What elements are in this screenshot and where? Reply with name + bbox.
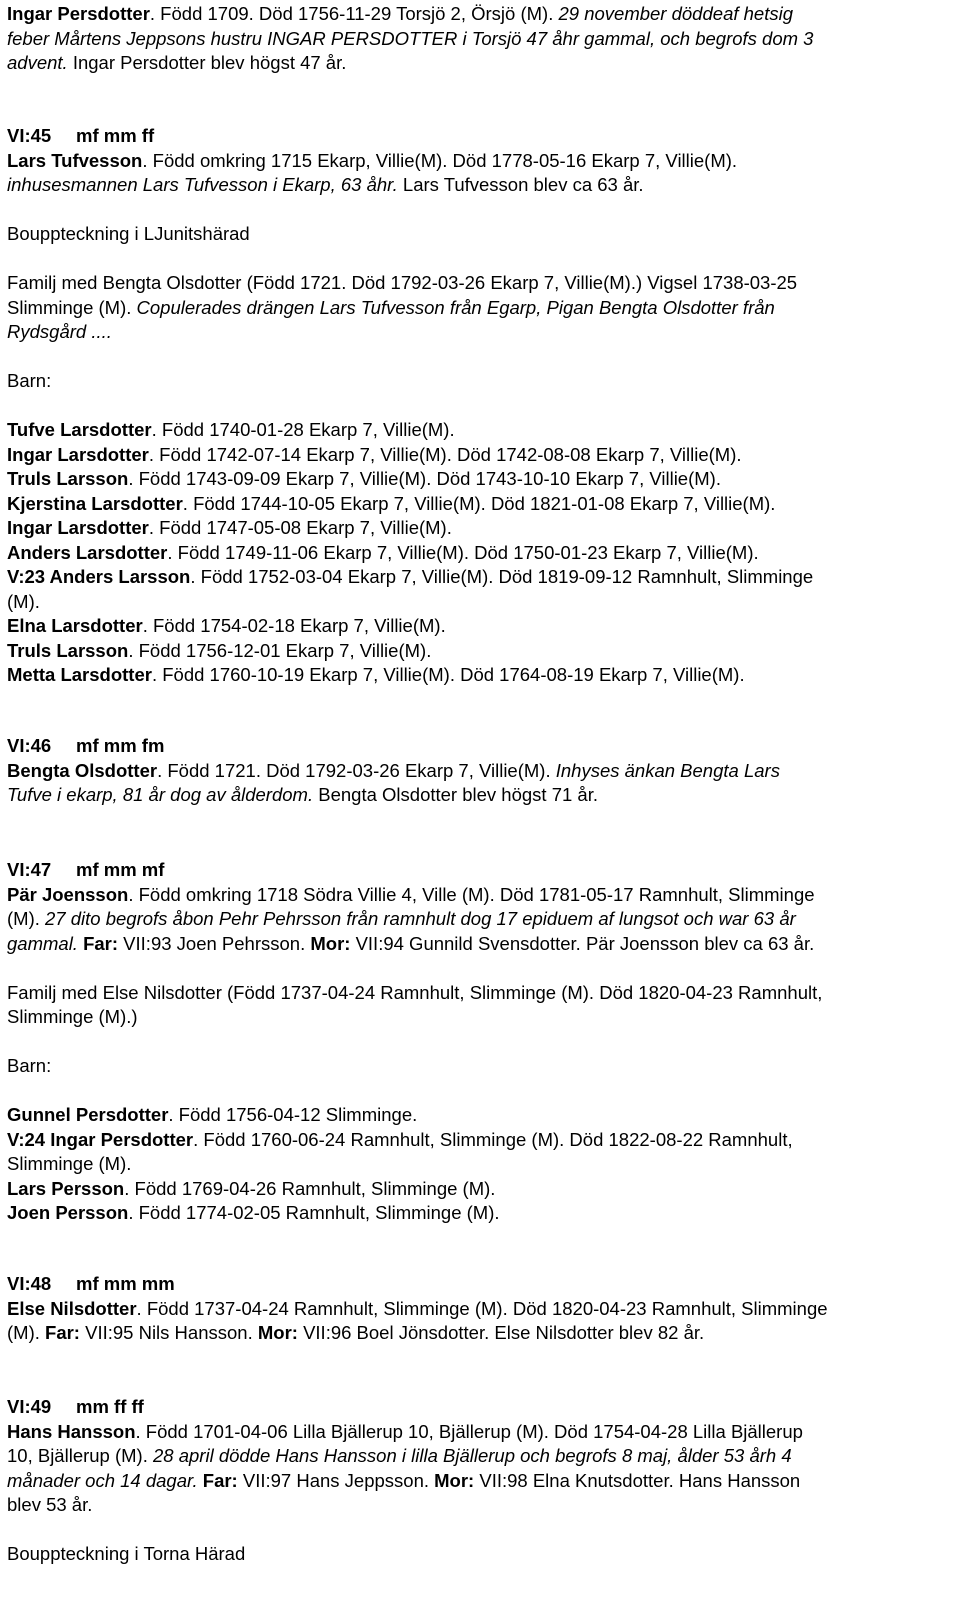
child-entry xyxy=(7,1103,822,1128)
generation-code: VI:45 xyxy=(7,125,52,146)
note-text: Inhyses änkan Bengta Lars xyxy=(555,759,780,781)
mother-label: Mor: xyxy=(310,932,351,954)
note-text: Tufve i ekarp, 81 år dog av ålderdom. xyxy=(7,784,314,805)
family-line: Familj med Bengta Olsdotter (Född 1721. Död 1792-03-26 Ekarp 7, Villie(M).) Vigsel 1738-03-25 xyxy=(7,272,798,293)
entry-vi46 xyxy=(7,734,780,808)
person-name: Ingar Persdotter xyxy=(7,3,150,24)
note-text: 28 april dödde Hans Hansson i lilla Bjällerup och begrofs 8 maj, ålder 53 årh 4 xyxy=(153,1445,792,1466)
entry-text: Lars Tufvesson blev ca 63 år. xyxy=(397,174,644,195)
child-text: . Född 1756-12-01 Ekarp 7, Villie(M). xyxy=(128,639,432,661)
child-text-continued: (M). xyxy=(7,590,40,612)
person-name: Bengta Olsdotter xyxy=(7,759,158,781)
child-entry xyxy=(7,492,813,517)
child-name: Kjerstina Larsdotter xyxy=(7,492,183,514)
child-generation-prefix: V:24 xyxy=(7,1128,51,1150)
child-entry xyxy=(7,541,813,566)
child-text: . Född 1754-02-18 Ekarp 7, Villie(M). xyxy=(142,615,446,636)
child-name: Elna Larsdotter xyxy=(7,615,143,636)
generation-heading xyxy=(7,124,813,149)
child-entry xyxy=(7,1201,822,1226)
note-text: advent. xyxy=(7,52,68,73)
note-text: 27 dito begrofs åbon Pehr Pehrsson från ramnhult dog 17 epiduem af lungsot och war 63 år xyxy=(45,908,796,929)
person-name: Lars Tufvesson xyxy=(7,149,143,171)
entry-vi49 xyxy=(7,1395,803,1567)
child-entry xyxy=(7,418,813,443)
entry-text: Ingar Persdotter blev högst 47 år. xyxy=(67,52,347,73)
person-name: Else Nilsdotter xyxy=(7,1297,137,1319)
generation-heading xyxy=(7,858,822,883)
child-entry xyxy=(7,516,813,541)
entry-vi45 xyxy=(7,124,813,688)
entry-text: (M). xyxy=(7,908,46,929)
child-text-continued: Slimminge (M). xyxy=(7,1153,132,1174)
child-text: . Född 1744-10-05 Ekarp 7, Villie(M). Död 1821-01-08 Ekarp 7, Villie(M). xyxy=(182,492,776,514)
mother-label: Mor: xyxy=(434,1469,475,1491)
entry-ingar-persdotter xyxy=(7,2,813,76)
child-text: . Född 1760-10-19 Ekarp 7, Villie(M). Död 1764-08-19 Ekarp 7, Villie(M). xyxy=(151,664,745,685)
mother-text: VII:94 Gunnild Svensdotter. Pär Joensson blev ca 63 år. xyxy=(350,932,815,954)
note-text: Rydsgård .... xyxy=(7,321,112,342)
child-entry xyxy=(7,614,813,639)
child-entry xyxy=(7,1128,822,1153)
child-text: . Född 1749-11-06 Ekarp 7, Villie(M). Död 1750-01-23 Ekarp 7, Villie(M). xyxy=(167,541,759,563)
family-line: Slimminge (M). xyxy=(7,296,137,318)
person-name: Pär Joensson xyxy=(7,883,129,905)
father-text: VII:93 Joen Pehrsson. xyxy=(118,932,311,954)
entry-text: . Född 1709. Död 1756-11-29 Torsjö 2, Örsjö (M). xyxy=(149,3,559,24)
entry-text: . Född 1737-04-24 Ramnhult, Slimminge (M). Död 1820-04-23 Ramnhult, Slimminge xyxy=(136,1297,828,1319)
entry-text: 10, Bjällerup (M). xyxy=(7,1445,153,1466)
father-label: Far: xyxy=(45,1322,80,1343)
relation-code: mm ff ff xyxy=(76,1396,144,1417)
child-entry xyxy=(7,443,813,468)
family-line: Familj med Else Nilsdotter (Född 1737-04-24 Ramnhult, Slimminge (M). Död 1820-04-23 Ramnhult, xyxy=(7,981,823,1003)
child-entry xyxy=(7,467,813,492)
note-text: Copulerades drängen Lars Tufvesson från Egarp, Pigan Bengta Olsdotter från xyxy=(136,296,775,318)
father-text: VII:97 Hans Jeppsson. xyxy=(237,1469,435,1491)
child-name: Tufve Larsdotter xyxy=(7,419,152,440)
relation-code: mf mm mm xyxy=(76,1273,175,1294)
estate-inventory: Bouppteckning i LJunitshärad xyxy=(7,223,250,244)
child-name: Lars Persson xyxy=(7,1177,125,1199)
relation-code: mf mm fm xyxy=(76,735,165,756)
entry-text: (M). xyxy=(7,1322,46,1343)
child-name: Gunnel Persdotter xyxy=(7,1104,169,1125)
child-text: . Född 1774-02-05 Ramnhult, Slimminge (M). xyxy=(128,1202,500,1223)
generation-code: VI:47 xyxy=(7,859,52,880)
father-text: VII:95 Nils Hansson. xyxy=(79,1322,258,1343)
estate-inventory: Bouppteckning i Torna Härad xyxy=(7,1543,246,1564)
child-name: Truls Larsson xyxy=(7,468,129,489)
generation-heading xyxy=(7,734,780,759)
note-text: inhusesmannen Lars Tufvesson i Ekarp, 63 åhr. xyxy=(7,174,398,195)
child-text: . Född 1760-06-24 Ramnhult, Slimminge (M). Död 1822-08-22 Ramnhult, xyxy=(193,1128,793,1150)
child-entry xyxy=(7,565,813,590)
entry-text: . Född omkring 1715 Ekarp, Villie(M). Död 1778-05-16 Ekarp 7, Villie(M). xyxy=(142,149,738,171)
entry-text: . Född 1721. Död 1792-03-26 Ekarp 7, Villie(M). xyxy=(157,759,556,781)
child-text: . Född 1769-04-26 Ramnhult, Slimminge (M). xyxy=(124,1177,496,1199)
child-text: . Född 1743-09-09 Ekarp 7, Villie(M). Död 1743-10-10 Ekarp 7, Villie(M). xyxy=(128,468,721,489)
child-entry xyxy=(7,663,813,688)
child-name: Anders Larsdotter xyxy=(7,541,168,563)
relation-code: mf mm ff xyxy=(76,125,155,146)
note-text: feber Mårtens Jeppsons hustru INGAR PERSDOTTER i Torsjö 47 åhr gammal, och begrofs dom 3 xyxy=(7,27,814,49)
child-name: Truls Larsson xyxy=(7,639,129,661)
child-text: . Född 1747-05-08 Ekarp 7, Villie(M). xyxy=(148,517,452,538)
family-line: Slimminge (M).) xyxy=(7,1006,138,1027)
child-name: Ingar Larsdotter xyxy=(7,443,149,465)
generation-code: VI:49 xyxy=(7,1396,52,1417)
entry-text: . Född omkring 1718 Södra Villie 4, Ville (M). Död 1781-05-17 Ramnhult, Slimminge xyxy=(128,883,815,905)
generation-heading xyxy=(7,1272,828,1297)
entry-text: . Född 1701-04-06 Lilla Bjällerup 10, Bjällerup (M). Död 1754-04-28 Lilla Bjällerup xyxy=(135,1420,803,1442)
child-name: Joen Persson xyxy=(7,1202,129,1223)
note-text: månader och 14 dagar. xyxy=(7,1469,198,1491)
child-text: . Född 1752-03-04 Ekarp 7, Villie(M). Död 1819-09-12 Ramnhult, Slimminge xyxy=(190,566,814,587)
child-generation-prefix: V:23 xyxy=(7,566,50,587)
entry-vi47 xyxy=(7,858,822,1226)
children-label: Barn: xyxy=(7,370,52,391)
child-entry xyxy=(7,639,813,664)
mother-text: VII:96 Boel Jönsdotter. Else Nilsdotter blev 82 år. xyxy=(297,1322,705,1343)
child-entry xyxy=(7,1177,822,1202)
child-name: Ingar Larsdotter xyxy=(7,517,149,538)
mother-label: Mor: xyxy=(257,1322,298,1343)
child-text: . Född 1756-04-12 Slimminge. xyxy=(168,1104,418,1125)
entry-text: Bengta Olsdotter blev högst 71 år. xyxy=(313,784,598,805)
generation-code: VI:48 xyxy=(7,1273,52,1294)
note-text: 29 november dödde xyxy=(558,3,724,24)
relation-code: mf mm mf xyxy=(76,859,165,880)
child-name: Ingar Persdotter xyxy=(50,1128,194,1150)
entry-vi48 xyxy=(7,1272,828,1346)
children-label: Barn: xyxy=(7,1055,52,1076)
father-label: Far: xyxy=(83,932,119,954)
mother-text: VII:98 Elna Knutsdotter. Hans Hansson xyxy=(474,1469,801,1491)
children-list xyxy=(7,1103,822,1226)
child-name: Metta Larsdotter xyxy=(7,664,152,685)
father-label: Far: xyxy=(202,1469,238,1491)
children-list xyxy=(7,418,813,688)
note-text: gammal. xyxy=(7,932,78,954)
person-name: Hans Hansson xyxy=(7,1420,136,1442)
entry-text: blev 53 år. xyxy=(7,1494,93,1515)
generation-code: VI:46 xyxy=(7,735,52,756)
child-text: . Född 1742-07-14 Ekarp 7, Villie(M). Död 1742-08-08 Ekarp 7, Villie(M). xyxy=(148,443,742,465)
generation-heading xyxy=(7,1395,803,1420)
child-text: . Född 1740-01-28 Ekarp 7, Villie(M). xyxy=(151,419,455,440)
note-text: af hetsig xyxy=(723,3,793,24)
child-name: Anders Larsson xyxy=(49,566,191,587)
